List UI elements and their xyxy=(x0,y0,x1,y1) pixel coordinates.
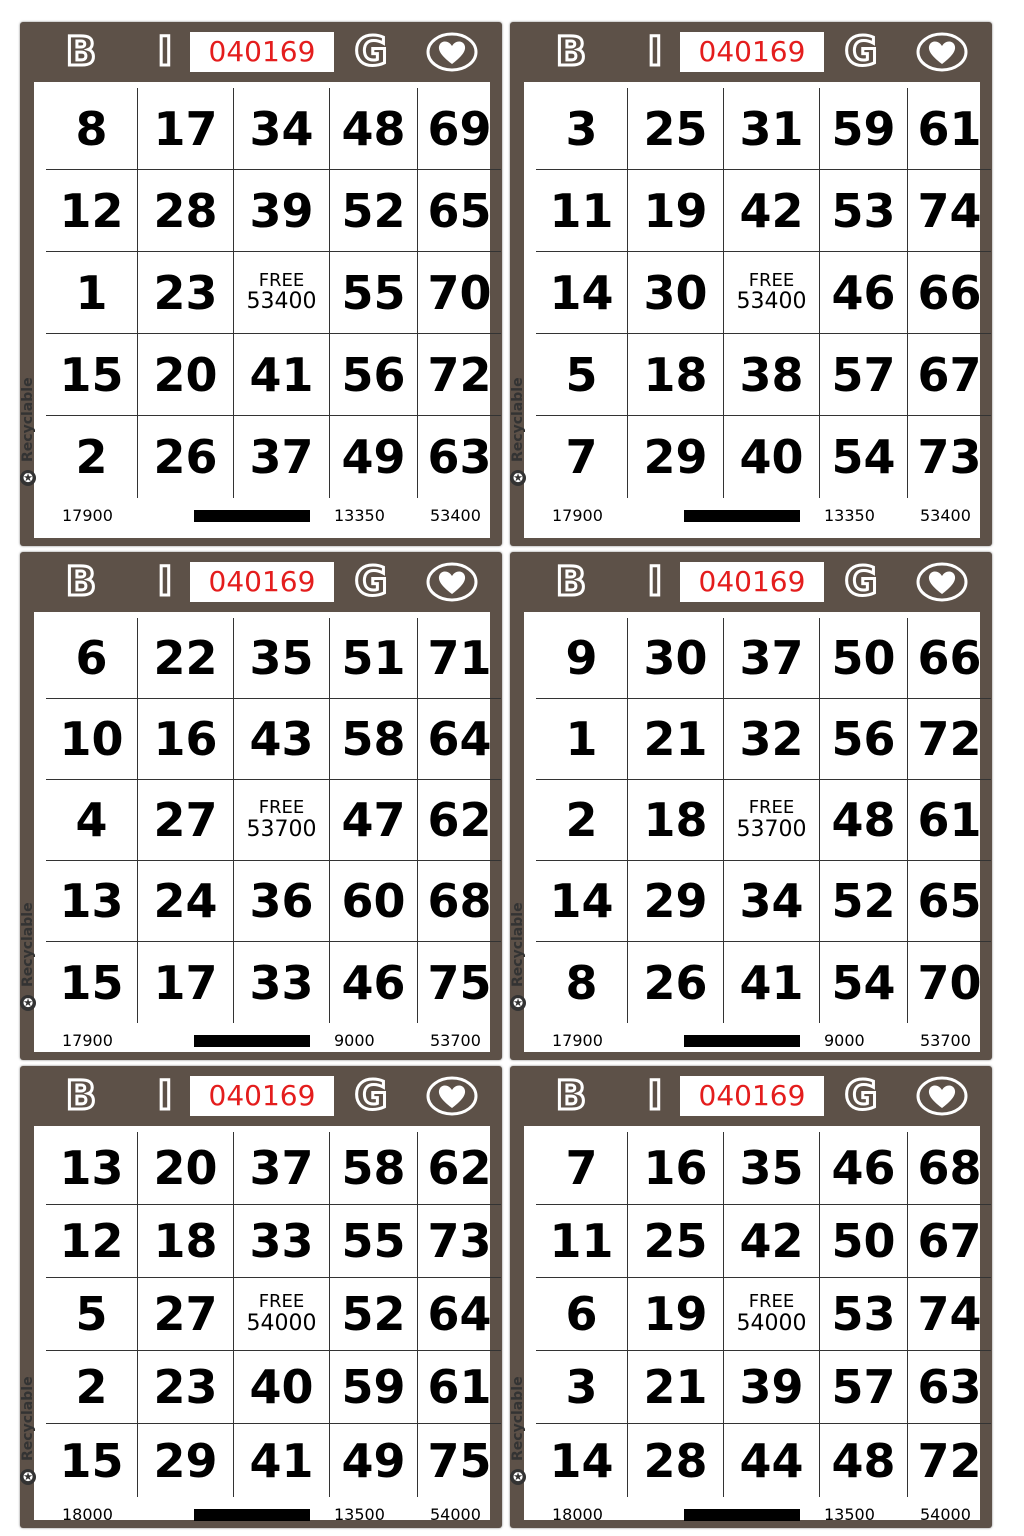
number-cell: 7 xyxy=(536,416,628,498)
free-space xyxy=(234,1278,330,1351)
number-cell: 57 xyxy=(820,334,908,416)
free-label: FREE xyxy=(258,1291,305,1312)
bingo-card xyxy=(20,552,502,1060)
number-cell: 11 xyxy=(536,1205,628,1278)
footer-mid-number: 13500 xyxy=(824,1505,875,1524)
free-label: FREE xyxy=(258,269,305,291)
number-cell: 24 xyxy=(138,861,234,942)
number-cell: 58 xyxy=(330,699,418,780)
number-cell: 65 xyxy=(908,861,991,942)
number-cell: 54 xyxy=(820,942,908,1023)
recycle-icon: ✪ xyxy=(510,1469,526,1485)
number-cell: 54 xyxy=(820,416,908,498)
bingo-card xyxy=(20,1066,502,1528)
card-footer xyxy=(524,504,980,528)
header-letter-g: G xyxy=(844,29,878,75)
footer-right-number: 53400 xyxy=(920,506,971,525)
number-cell: 41 xyxy=(234,1424,330,1497)
number-cell: 68 xyxy=(418,861,501,942)
recycle-icon: ✪ xyxy=(510,470,526,486)
number-cell: 50 xyxy=(820,1205,908,1278)
number-cell: 28 xyxy=(138,170,234,252)
card-body xyxy=(20,612,492,1052)
number-cell: 58 xyxy=(330,1132,418,1205)
number-cell: 36 xyxy=(234,861,330,942)
free-label: FREE xyxy=(748,797,795,818)
number-cell: 75 xyxy=(427,1433,492,1488)
number-cell: 29 xyxy=(138,1424,234,1497)
number-cell: 39 xyxy=(724,1351,820,1424)
footer-right-number: 54000 xyxy=(430,1505,481,1524)
number-cell: 12 xyxy=(46,170,138,252)
number-cell: 53 xyxy=(820,170,908,252)
number-cell: 14 xyxy=(536,861,628,942)
number-cell: 72 xyxy=(418,334,501,416)
number-cell: 6 xyxy=(46,618,138,699)
footer-right-number: 54000 xyxy=(920,1505,971,1524)
number-cell: 2 xyxy=(46,416,138,498)
header-letter-g: G xyxy=(354,559,388,605)
number-cell: 18 xyxy=(628,780,724,861)
number-cell: 70 xyxy=(917,955,982,1010)
free-number: 54000 xyxy=(246,1310,317,1336)
number-cell: 64 xyxy=(418,699,501,780)
number-cell: 20 xyxy=(138,1132,234,1205)
number-cell: 15 xyxy=(46,334,138,416)
card-footer xyxy=(524,1503,980,1527)
heart-icon xyxy=(426,1076,478,1116)
number-cell: 75 xyxy=(427,955,492,1010)
number-cell: 9 xyxy=(536,618,628,699)
recyclable-label: Recyclable xyxy=(20,377,36,462)
number-cell: 70 xyxy=(418,252,501,334)
number-cell: 71 xyxy=(418,618,501,699)
number-cell: 42 xyxy=(724,1205,820,1278)
number-cell: 8 xyxy=(46,88,138,170)
number-cell: 26 xyxy=(628,942,724,1023)
free-space xyxy=(234,252,330,334)
number-cell: 14 xyxy=(536,252,628,334)
free-number: 53400 xyxy=(246,289,317,315)
footer-left-number: 18000 xyxy=(62,1505,113,1524)
number-cell: 35 xyxy=(724,1132,820,1205)
number-cell: 62 xyxy=(418,1132,501,1205)
header-letter-i: I xyxy=(647,1073,663,1119)
number-cell: 19 xyxy=(628,170,724,252)
number-cell: 8 xyxy=(536,942,628,1023)
recyclable-mark xyxy=(510,342,528,492)
footer-bar xyxy=(684,510,800,522)
number-cell: 31 xyxy=(724,88,820,170)
number-cell: 33 xyxy=(234,942,330,1023)
free-number: 54000 xyxy=(736,1310,807,1336)
number-cell: 7 xyxy=(536,1132,628,1205)
free-label: FREE xyxy=(748,269,795,291)
number-cell: 41 xyxy=(234,334,330,416)
number-cell: 44 xyxy=(724,1424,820,1497)
number-cell: 42 xyxy=(724,170,820,252)
number-cell: 52 xyxy=(820,861,908,942)
number-grid xyxy=(536,618,991,1023)
number-cell: 63 xyxy=(908,1351,991,1424)
number-cell: 32 xyxy=(724,699,820,780)
header-letter-i: I xyxy=(157,1073,173,1119)
bingo-card xyxy=(20,22,502,546)
card-body xyxy=(510,1126,982,1524)
bingo-card xyxy=(510,22,992,546)
number-cell: 48 xyxy=(820,780,908,861)
footer-mid-number: 13350 xyxy=(824,506,875,525)
serial-number: 040169 xyxy=(680,562,824,602)
number-cell: 72 xyxy=(917,1433,982,1488)
number-cell: 69 xyxy=(418,88,501,170)
free-number: 53400 xyxy=(736,289,807,315)
number-cell: 15 xyxy=(46,942,138,1023)
number-cell: 13 xyxy=(46,1132,138,1205)
number-cell: 30 xyxy=(628,618,724,699)
footer-left-number: 17900 xyxy=(62,1031,113,1050)
header-letter-b: B xyxy=(65,1073,97,1119)
free-number: 53700 xyxy=(736,816,807,842)
serial-number: 040169 xyxy=(190,1076,334,1116)
number-cell: 21 xyxy=(628,699,724,780)
number-cell: 55 xyxy=(330,1205,418,1278)
number-cell: 21 xyxy=(628,1351,724,1424)
number-cell: 18 xyxy=(628,334,724,416)
number-cell: 10 xyxy=(46,699,138,780)
recycle-icon: ✪ xyxy=(20,995,36,1011)
recycle-icon: ✪ xyxy=(20,470,36,486)
header-letter-i: I xyxy=(157,559,173,605)
recyclable-mark xyxy=(510,1341,528,1491)
card-header xyxy=(20,22,502,82)
footer-mid-number: 9000 xyxy=(334,1031,375,1050)
number-cell: 60 xyxy=(330,861,418,942)
number-cell: 67 xyxy=(908,334,991,416)
number-cell: 33 xyxy=(234,1205,330,1278)
number-cell: 61 xyxy=(908,780,991,861)
number-cell: 28 xyxy=(628,1424,724,1497)
recyclable-mark xyxy=(510,867,528,1017)
number-cell: 67 xyxy=(908,1205,991,1278)
number-cell: 40 xyxy=(234,1351,330,1424)
number-cell: 59 xyxy=(330,1351,418,1424)
number-cell: 34 xyxy=(234,88,330,170)
number-grid xyxy=(536,1132,991,1497)
number-cell: 63 xyxy=(427,430,492,484)
footer-bar xyxy=(194,1509,310,1521)
recyclable-label: Recyclable xyxy=(510,902,526,987)
heart-icon xyxy=(916,32,968,72)
number-cell: 74 xyxy=(908,170,991,252)
number-cell: 56 xyxy=(330,334,418,416)
serial-number: 040169 xyxy=(190,32,334,72)
number-cell: 2 xyxy=(536,780,628,861)
number-cell: 3 xyxy=(536,88,628,170)
footer-left-number: 17900 xyxy=(552,1031,603,1050)
number-cell: 68 xyxy=(908,1132,991,1205)
number-cell: 37 xyxy=(724,618,820,699)
footer-right-number: 53700 xyxy=(430,1031,481,1050)
footer-mid-number: 13500 xyxy=(334,1505,385,1524)
footer-bar xyxy=(194,510,310,522)
number-cell: 29 xyxy=(628,416,724,498)
number-cell: 48 xyxy=(820,1424,908,1497)
heart-icon xyxy=(426,562,478,602)
heart-icon xyxy=(916,1076,968,1116)
header-letter-g: G xyxy=(844,1073,878,1119)
number-cell: 29 xyxy=(628,861,724,942)
number-cell: 51 xyxy=(330,618,418,699)
number-cell: 72 xyxy=(908,699,991,780)
header-letter-b: B xyxy=(555,559,587,605)
bingo-card xyxy=(510,1066,992,1528)
number-cell: 25 xyxy=(628,88,724,170)
number-cell: 38 xyxy=(724,334,820,416)
number-cell: 53 xyxy=(820,1278,908,1351)
number-cell: 46 xyxy=(820,1132,908,1205)
number-cell: 30 xyxy=(628,252,724,334)
recyclable-mark xyxy=(20,342,38,492)
recycle-icon: ✪ xyxy=(510,995,526,1011)
number-cell: 17 xyxy=(138,88,234,170)
number-cell: 41 xyxy=(724,942,820,1023)
number-cell: 73 xyxy=(917,430,982,484)
number-grid xyxy=(46,1132,501,1497)
header-letter-g: G xyxy=(354,1073,388,1119)
number-cell: 59 xyxy=(820,88,908,170)
recyclable-label: Recyclable xyxy=(510,1376,526,1461)
footer-right-number: 53400 xyxy=(430,506,481,525)
free-label: FREE xyxy=(258,797,305,818)
number-cell: 18 xyxy=(138,1205,234,1278)
footer-mid-number: 9000 xyxy=(824,1031,865,1050)
header-letter-b: B xyxy=(65,29,97,75)
card-header xyxy=(510,22,992,82)
number-cell: 27 xyxy=(138,1278,234,1351)
number-cell: 48 xyxy=(330,88,418,170)
number-cell: 26 xyxy=(138,416,234,498)
header-letter-b: B xyxy=(555,29,587,75)
footer-left-number: 17900 xyxy=(62,506,113,525)
number-cell: 40 xyxy=(724,416,820,498)
number-cell: 61 xyxy=(908,88,991,170)
number-cell: 16 xyxy=(138,699,234,780)
number-cell: 52 xyxy=(330,170,418,252)
number-cell: 6 xyxy=(536,1278,628,1351)
heart-icon xyxy=(426,32,478,72)
number-cell: 17 xyxy=(138,942,234,1023)
number-cell: 12 xyxy=(46,1205,138,1278)
card-body xyxy=(20,82,492,538)
free-space xyxy=(724,1278,820,1351)
footer-right-number: 53700 xyxy=(920,1031,971,1050)
number-cell: 66 xyxy=(908,252,991,334)
recycle-icon: ✪ xyxy=(20,1469,36,1485)
number-cell: 39 xyxy=(234,170,330,252)
number-cell: 5 xyxy=(536,334,628,416)
header-letter-g: G xyxy=(354,29,388,75)
number-cell: 23 xyxy=(138,1351,234,1424)
card-body xyxy=(20,1126,492,1524)
footer-mid-number: 13350 xyxy=(334,506,385,525)
number-cell: 5 xyxy=(46,1278,138,1351)
number-cell: 14 xyxy=(536,1424,628,1497)
footer-bar xyxy=(684,1035,800,1047)
number-cell: 64 xyxy=(418,1278,501,1351)
number-cell: 22 xyxy=(138,618,234,699)
heart-icon xyxy=(916,562,968,602)
footer-bar xyxy=(194,1035,310,1047)
card-footer xyxy=(34,504,490,528)
free-space xyxy=(234,780,330,861)
number-cell: 37 xyxy=(234,1132,330,1205)
number-grid xyxy=(46,88,501,498)
recyclable-mark xyxy=(20,867,38,1017)
free-space xyxy=(724,252,820,334)
header-letter-i: I xyxy=(157,29,173,75)
number-cell: 4 xyxy=(46,780,138,861)
number-cell: 47 xyxy=(330,780,418,861)
number-cell: 66 xyxy=(908,618,991,699)
number-cell: 1 xyxy=(46,252,138,334)
number-cell: 16 xyxy=(628,1132,724,1205)
number-cell: 25 xyxy=(628,1205,724,1278)
number-cell: 27 xyxy=(138,780,234,861)
number-cell: 52 xyxy=(330,1278,418,1351)
number-cell: 13 xyxy=(46,861,138,942)
number-cell: 2 xyxy=(46,1351,138,1424)
recyclable-label: Recyclable xyxy=(20,902,36,987)
recyclable-label: Recyclable xyxy=(510,377,526,462)
number-cell: 1 xyxy=(536,699,628,780)
card-header xyxy=(510,552,992,612)
free-label: FREE xyxy=(748,1291,795,1312)
recyclable-mark xyxy=(20,1341,38,1491)
header-letter-b: B xyxy=(555,1073,587,1119)
recyclable-label: Recyclable xyxy=(20,1376,36,1461)
number-cell: 43 xyxy=(234,699,330,780)
card-footer xyxy=(524,1029,980,1053)
number-cell: 57 xyxy=(820,1351,908,1424)
header-letter-i: I xyxy=(647,559,663,605)
number-cell: 15 xyxy=(46,1424,138,1497)
card-header xyxy=(20,1066,502,1126)
number-cell: 49 xyxy=(330,416,418,498)
card-header xyxy=(20,552,502,612)
bingo-card xyxy=(510,552,992,1060)
serial-number: 040169 xyxy=(680,32,824,72)
card-header xyxy=(510,1066,992,1126)
number-cell: 62 xyxy=(418,780,501,861)
number-cell: 55 xyxy=(330,252,418,334)
card-body xyxy=(510,82,982,538)
number-cell: 46 xyxy=(820,252,908,334)
card-footer xyxy=(34,1503,490,1527)
footer-left-number: 18000 xyxy=(552,1505,603,1524)
serial-number: 040169 xyxy=(680,1076,824,1116)
number-cell: 50 xyxy=(820,618,908,699)
number-cell: 34 xyxy=(724,861,820,942)
footer-bar xyxy=(684,1509,800,1521)
free-space xyxy=(724,780,820,861)
footer-left-number: 17900 xyxy=(552,506,603,525)
number-cell: 61 xyxy=(418,1351,501,1424)
number-cell: 3 xyxy=(536,1351,628,1424)
number-cell: 35 xyxy=(234,618,330,699)
number-cell: 20 xyxy=(138,334,234,416)
number-cell: 73 xyxy=(418,1205,501,1278)
card-body xyxy=(510,612,982,1052)
number-cell: 46 xyxy=(330,942,418,1023)
free-number: 53700 xyxy=(246,816,317,842)
header-letter-b: B xyxy=(65,559,97,605)
number-cell: 49 xyxy=(330,1424,418,1497)
number-cell: 23 xyxy=(138,252,234,334)
number-grid xyxy=(536,88,991,498)
header-letter-i: I xyxy=(647,29,663,75)
serial-number: 040169 xyxy=(190,562,334,602)
number-cell: 65 xyxy=(418,170,501,252)
card-footer xyxy=(34,1029,490,1053)
number-cell: 56 xyxy=(820,699,908,780)
number-grid xyxy=(46,618,501,1023)
number-cell: 19 xyxy=(628,1278,724,1351)
number-cell: 11 xyxy=(536,170,628,252)
number-cell: 74 xyxy=(908,1278,991,1351)
number-cell: 37 xyxy=(234,416,330,498)
header-letter-g: G xyxy=(844,559,878,605)
